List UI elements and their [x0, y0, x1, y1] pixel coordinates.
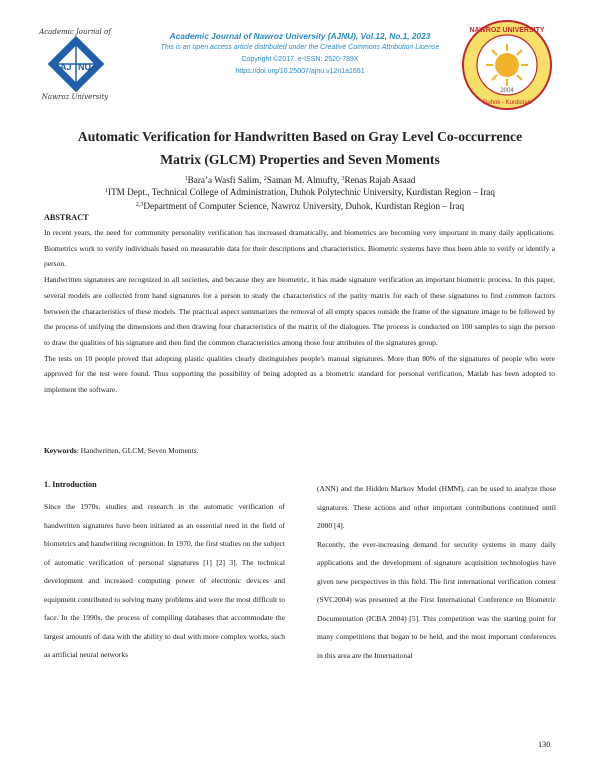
- copyright-line: Copyright ©2017. e-ISSN: 2520-789X: [241, 56, 359, 63]
- author-3: Renas Rajab Asaad: [344, 175, 416, 185]
- journal-header: [0, 30, 600, 78]
- affiliation-2-text: Department of Computer Science, Nawroz University, Duhok, Kurdistan Region – Iraq: [143, 201, 465, 211]
- page-number: 130: [538, 740, 551, 749]
- doi-link[interactable]: https://doi.org/10.25007/ajnu.v12n1a1651: [235, 68, 365, 75]
- license-line: This is an open access article distributed under the Creative Commons Attribution License: [160, 44, 440, 51]
- author2-sup: 2: [263, 176, 267, 182]
- author1-sup: 1: [184, 176, 188, 182]
- logo-left-text-bottom: Nawroz University: [41, 93, 109, 101]
- logo-left-letters-b: NU: [78, 62, 91, 72]
- section-heading-introduction: 1. Introduction: [44, 480, 97, 489]
- author3-sup: 3: [341, 176, 345, 182]
- abstract-paragraph-1: In recent years, the need for community personality verification has increased dramatically, and biometrics are becoming very important in many daily applications. Biometrics work to verify individuals based on measurable data for their descriptions and characteristics. Biometric systems have thus been able to verify or identify a person.: [44, 228, 555, 269]
- logo-right-text-top: NAWROZ UNIVERSITY: [469, 27, 545, 34]
- intro-left-paragraph: Since the 1970s, studies and research in the automatic verification of handwritten signatures have been initiated as an essential need in the field of biometrics and handwriting recognition. In 1970, the first studies on the subject of automatic verification of personal signatures [1] [2] 3]. The technical development and increased computing power of electronic devices and equipment contributed to solving many problems and were the most difficult to face. In the 1990s, the process of compiling databases that accommodate the largest amounts of data with the ability to deal with more complex works, such as artificial neural networks: [44, 502, 285, 659]
- affil2-sup: 2,3: [135, 202, 144, 208]
- author-2: Saman M. Almufty,: [266, 175, 342, 185]
- abstract-paragraph-2: Handwritten signatures are recognized in all societies, and because they are biometric, it has made signature verification an important biometric process. In this paper, several models are collected from hand signatures for a person to study the characteristics of the parity matrix for each of these signatures to find common factors between the characteristics of these models. The practical aspect summarizes the removal of all empty spaces outside the frame of the signature image to be followed by the process of unifying the dimensions and then drawing four characteristics of the matrix of the dialogues. The process is conducted on 100 samples to sign the person to draw the qualities of his signature and then find the common characteristics among those four attributes of the signatures group.: [44, 275, 555, 347]
- abstract-body: [44, 225, 555, 398]
- column-left: [44, 498, 285, 665]
- affiliation-2: [0, 200, 600, 212]
- abstract-paragraph-3: The tests on 10 people proved that adopting plastic qualities clearly distinguishes people's manual signatures. More than 80% of the signatures of people who were approved for the test were found. Thus supporting the possibility of being adopted as a biometric standard for personal verification, Matlab has been adopted to implement the software.: [44, 353, 555, 395]
- logo-right-text-bottom: Duhok - Kurdistan: [482, 100, 532, 106]
- intro-right-paragraph-2: Recently, the ever-increasing demand for security systems in many daily applications and the development of signature acquisition technologies have given new perspectives in this field. The first international verification contest (SVC2004) was presented at the First International Conference on Biometric Documentation (ICBA 2004) [5]. This competition was the starting point for many competitions that began to be held, and the most important conferences in this area are the International: [317, 539, 556, 660]
- logo-right-year: 2004: [500, 88, 514, 94]
- author-list: [0, 174, 600, 186]
- logo-left-letters-a: AJ: [60, 62, 72, 72]
- affiliation-1: [0, 186, 600, 198]
- keywords-line: [44, 446, 199, 455]
- keywords-text: : Handwritten, GLCM, Seven Moments.: [76, 446, 199, 455]
- logo-left-text-top: Academic Journal of: [39, 28, 111, 36]
- journal-name: Academic Journal of Nawroz University (AJNU), Vol.12, No.1, 2023: [169, 31, 431, 41]
- keywords-label: Keywords: [44, 446, 77, 455]
- abstract-heading: ABSTRACT: [44, 213, 89, 222]
- paper-title: Automatic Verification for Handwritten Based on Gray Level Co-occurrence Matrix (GLCM) Properties and Seven Moments: [77, 129, 523, 167]
- author-1: Bara’a Wasfi Salim,: [187, 175, 264, 185]
- affil1-sup: 1: [105, 188, 109, 194]
- column-right: [317, 480, 556, 665]
- affiliation-1-text: ITM Dept., Technical College of Administration, Duhok Polytechnic University, Kurdistan Region – Iraq: [108, 187, 495, 197]
- intro-right-paragraph-1: (ANN) and the Hidden Markov Model (HMM), can be used to analyze those signatures. These actions and other important contributions continued until 2000 [4].: [317, 484, 556, 530]
